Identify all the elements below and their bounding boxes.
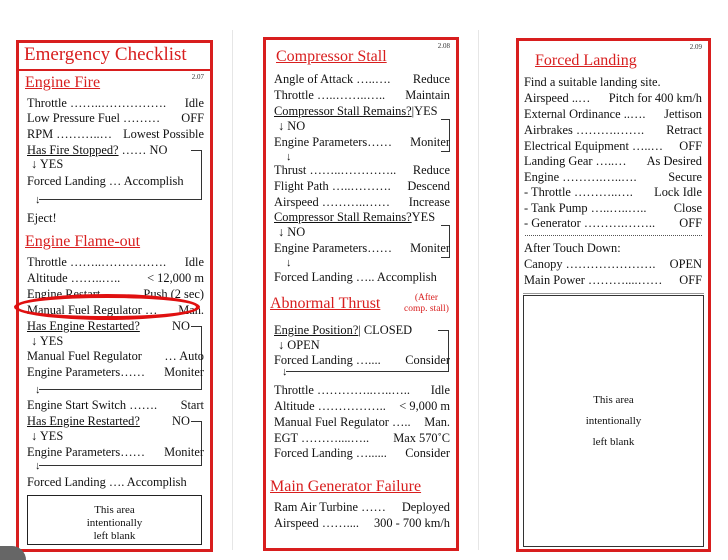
list-item: - Tank Pump …..…..….. Close [524,201,702,215]
list-item: Forced Landing …...... Consider [274,446,450,460]
section-title-forced-landing: Forced Landing [535,52,637,69]
section-title-engine-fire: Engine Fire [25,74,101,91]
decision-question: Has Engine Restarted? NO [27,319,190,333]
decision-yes: ↓ YES [31,429,64,443]
list-item: Engine Start Switch ……. Start [27,398,204,412]
abnormal-thrust-note: (After comp. stall) [404,293,449,314]
down-arrow-icon: ↓ [35,384,41,396]
list-item: Airbrakes ……….……. Retract [524,123,702,137]
subsection-title: After Touch Down: [524,241,621,255]
section-title-main-generator-failure: Main Generator Failure [270,478,422,495]
flow-connector [39,388,201,390]
list-item: Throttle ……..……………. Idle [27,255,204,269]
list-item: Engine ……….…..…. Secure [524,170,702,184]
down-arrow-icon: ↓ [35,460,41,472]
list-item: Forced Landing ….... Consider [274,353,450,367]
checklist-header [19,42,210,71]
flow-connector [39,198,201,200]
list-item: Forced Landing ….. Accomplish [274,270,437,284]
decision-yes: ↓ YES [31,157,64,171]
down-arrow-icon: ↓ [286,151,292,163]
decision-question: Compressor Stall Remains?YES [274,210,436,224]
flow-connector [39,464,201,466]
list-item: Forced Landing …. Accomplish [27,475,187,489]
decision-question: Has Fire Stopped? …… NO [27,143,168,157]
list-item: Flight Path …..………. Descend [274,179,450,193]
checklist-page-2-09 [516,38,711,552]
page-number: 2.08 [437,42,450,50]
list-item: Engine Parameters…… Moniter [27,445,204,459]
list-item: Airspeed …….... 300 - 700 km/h [274,516,450,530]
divider [523,293,704,294]
list-item: Engine Restart ….… Push (2 sec) [27,287,204,301]
section-title-abnormal-thrust: Abnormal Thrust [270,295,381,312]
decision-open: ↓ OPEN [278,338,320,352]
section-title-compressor-stall: Compressor Stall [276,48,387,65]
decision-question: Engine Position?| CLOSED [274,323,413,337]
page-number: 2.09 [689,43,702,51]
list-item: Forced Landing … Accomplish [27,174,184,188]
list-item: Altitude ……..….. < 12,000 m [27,271,204,285]
list-item: Airspeed ………..…… Increase [274,195,450,209]
column-separator [232,30,233,550]
list-item: Manual Fuel Regulator ….. Man. [274,415,450,429]
checklist-page-2-08 [263,37,459,551]
list-item: External Ordinance ..…. Jettison [524,107,702,121]
flow-connector [286,370,448,372]
down-arrow-icon: ↓ [286,257,292,269]
list-item: Airspeed ..… Pitch for 400 km/h [524,91,702,105]
dotted-divider [525,235,702,236]
list-item: Find a suitable landing site. [524,75,661,89]
list-item: Engine Parameters…… Moniter [274,241,450,255]
list-item: - Throttle ………..…. Lock Idle [524,185,702,199]
list-item: EGT ………....….. Max 570˚C [274,431,450,445]
list-item: Main Power ………....…… OFF [524,273,702,287]
highlight-oval [14,294,200,320]
list-item: Throttle …..……..….. Maintain [274,88,450,102]
list-item: Engine Parameters…… Moniter [27,365,204,379]
list-item: Ram Air Turbine …… Deployed [274,500,450,514]
list-item: Engine Parameters…… Moniter [274,135,450,149]
down-arrow-icon: ↓ [282,366,288,378]
list-item: RPM ………..… Lowest Possible [27,127,204,141]
decision-question: Has Engine Restarted? NO [27,414,190,428]
list-item: Electrical Equipment …..… OFF [524,139,702,153]
list-item: Low Pressure Fuel ……… OFF [27,111,204,125]
decision-no: ↓ NO [278,225,306,239]
list-item: Manual Fuel Regulator … Auto [27,349,204,363]
list-item: Landing Gear …..… As Desired [524,154,702,168]
page-title: Emergency Checklist [24,44,187,65]
list-item: Manual Fuel Regulator … Man. [27,303,204,317]
list-item: Canopy …………………. OPEN [524,257,702,271]
decision-no: ↓ NO [278,119,306,133]
list-item: Thrust ……..………….. Reduce [274,163,450,177]
section-title-engine-flameout: Engine Flame-out [25,233,141,250]
list-item: Angle of Attack …..…. Reduce [274,72,450,86]
page-number: 2.07 [191,73,204,81]
decision-yes: ↓ YES [31,334,64,348]
blank-area-note: This area intentionally left blank [27,495,202,545]
down-arrow-icon: ↓ [35,194,41,206]
list-item: Throttle ……..……………. Idle [27,96,204,110]
column-separator [478,30,479,550]
decision-question: Compressor Stall Remains?|YES [274,104,438,118]
list-item: Altitude …………….. < 9,000 m [274,399,450,413]
list-item: Throttle …………..…..….. Idle [274,383,450,397]
blank-area-note: This area intentionally left blank [523,295,704,547]
list-item: - Generator ……….…….. OFF [524,216,702,230]
eject-instruction: Eject! [27,211,57,225]
